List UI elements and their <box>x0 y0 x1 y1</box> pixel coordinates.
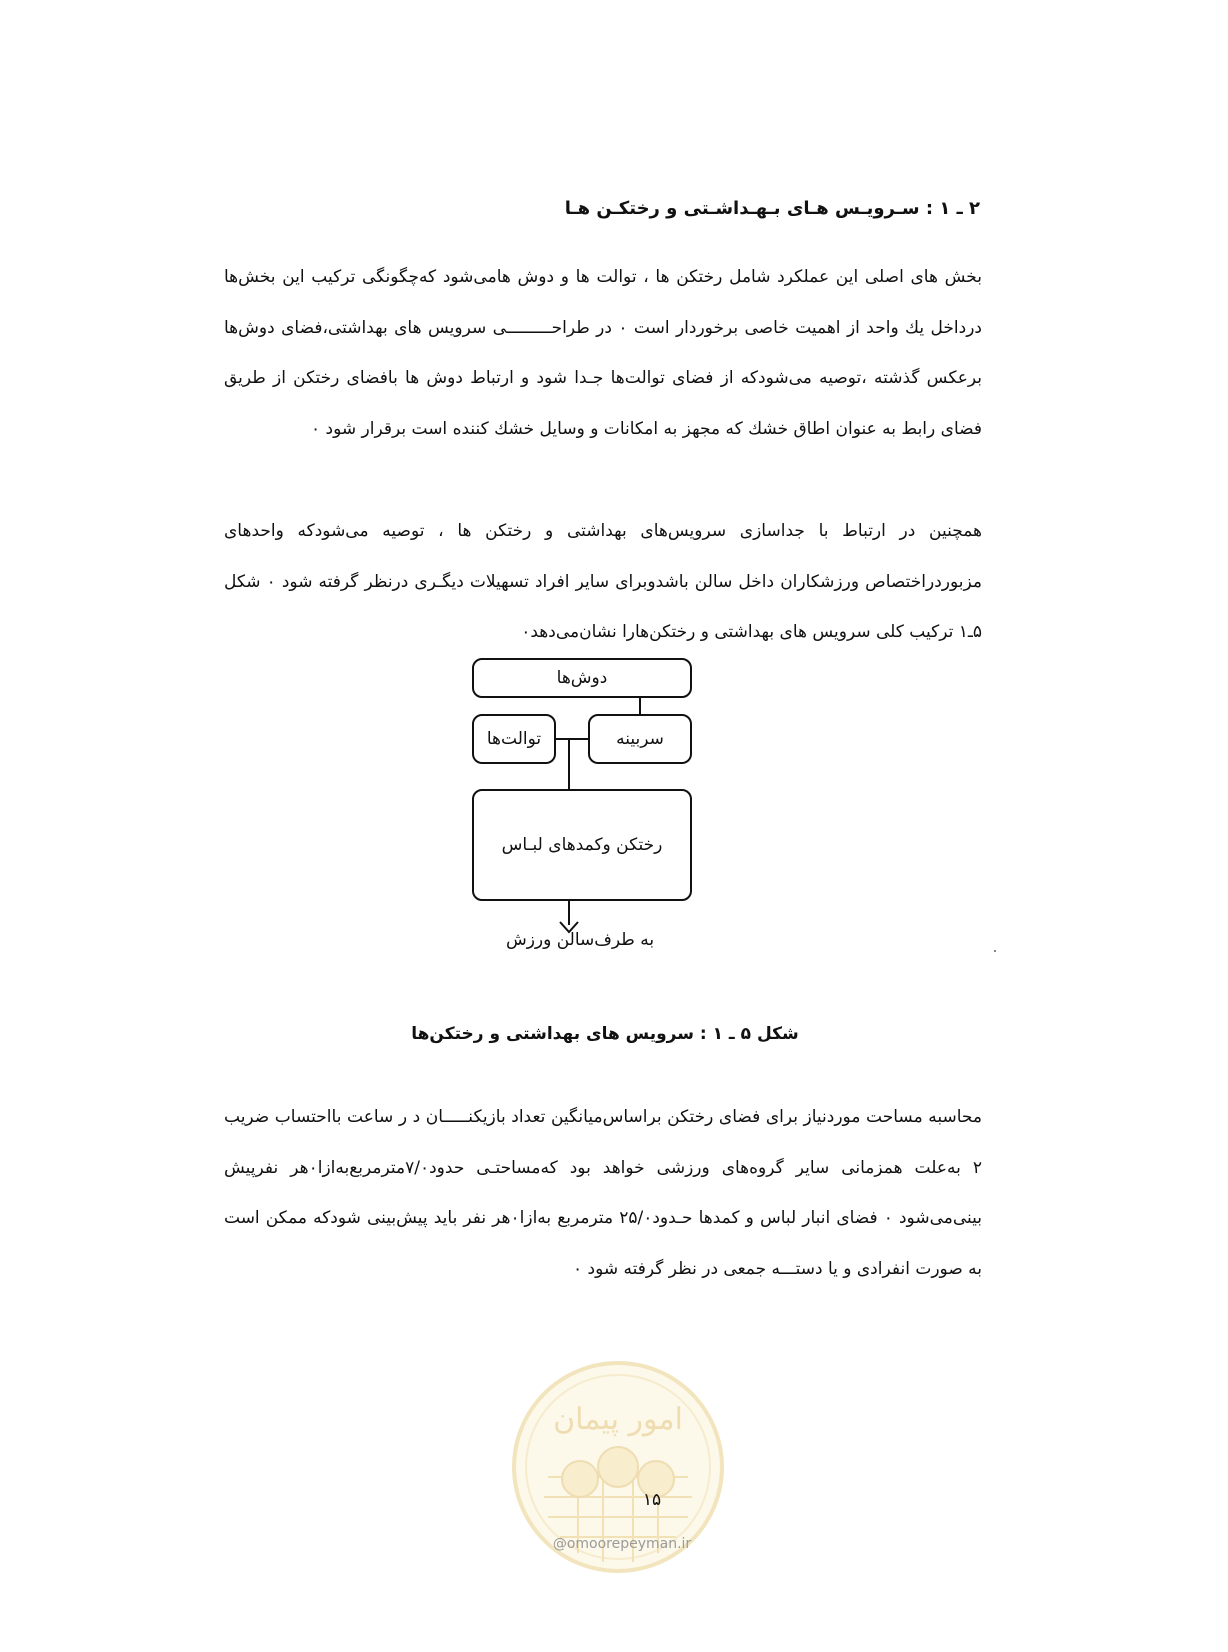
lobby-box: سربینه <box>588 714 692 764</box>
connector-lobby-changing <box>568 739 570 789</box>
connector-toilets-lobby <box>556 738 588 740</box>
watermark-text: امور پیمان <box>553 1402 683 1437</box>
connector-showers-lobby <box>639 698 641 714</box>
showers-box: دوش‌ها <box>472 658 692 698</box>
paragraph-1: بخش های اصلی این عملکرد شامل رختکن ها ، توالت ها و دوش هامی‌شود که‌چگونگی ترکیب این بخش‌ها درداخل یك واحد از اهمیت خاصی برخوردار است ۰ در طراحـــــــــی سرویس های بهداشتی،فضای دوش‌ها برعکس گذشته ،توصیه می‌شودکه از فضای توالت‌ها جـدا شود و ارتباط دوش ها بافضای رختکن از طریق فضای رابط به عنوان اطاق خشك که مجهز به امکانات و وسایل خشك کننده است برقرار شود ۰ <box>224 267 982 439</box>
paragraph-3: محاسبه مساحت موردنیاز برای فضای رختکن براساس‌میانگین تعداد بازیکنـــــان د ر ساعت بااحتساب ضریب ۲ به‌علت همزمانی سایر گروه‌های ورزشی خواهد بود که‌مساحتـی حدود۷/۰مترمربع‌به‌ازا۰هر نفرپیش بینی‌می‌شود ۰ فضای انبار لباس و کمدها حـدود۲۵/۰ مترمربع به‌ازا۰هر نفر باید پیش‌بینی شودکه ممکن است به صورت انفرادی و یا دستـــه جمعی در نظر گرفته شود ۰ <box>224 1107 983 1279</box>
page-number: ۱۵ <box>642 1490 662 1510</box>
figure-caption: شکل ۵ ـ ۱ : سرویس های بهداشتی و رختکن‌ها <box>411 1024 799 1044</box>
site-url: @omoorepeyman.ir <box>552 1536 692 1552</box>
exit-label: به طرف‌سالن ورزش <box>505 930 655 950</box>
margin-mark <box>994 950 996 952</box>
toilets-box: توالت‌ها <box>472 714 556 764</box>
paragraph-2: همچنین در ارتباط با جداسازی سرویس‌های بهداشتی و رختکن ها ، توصیه می‌شودکه واحدهای مزبوردراختصاص ورزشکاران داخل سالن باشدوبرای سایر افراد تسهیلات دیگـری درنظر گرفته شود ۰ شکل ۵ـ۱ ترکیب کلی سرویس های بهداشتی و رختکن‌هارا نشان‌می‌دهد۰ <box>224 521 982 642</box>
changing-room-box: رختکن وکمدهای لبـاس <box>472 789 692 901</box>
section-heading: ۲ ـ ۱ : سـرویـس هـای بـهـداشـتی و رختکـن هـا <box>564 198 980 219</box>
